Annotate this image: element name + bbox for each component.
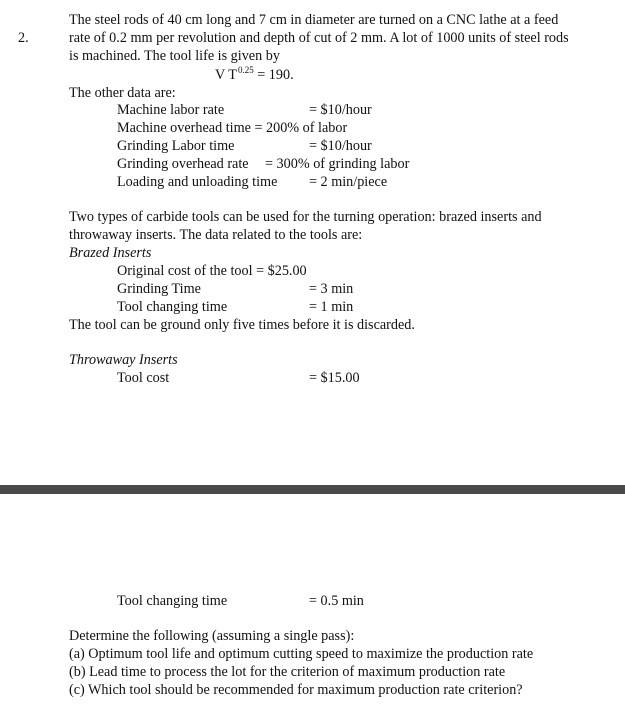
page-bottom-section [0, 494, 625, 710]
other-data-value-3: = $10/hour [309, 138, 372, 154]
brazed-label-3: Tool changing time [117, 299, 228, 315]
throwaway-label-2: Tool changing time [117, 593, 228, 609]
brazed-note: The tool can be ground only five times before it is discarded. [69, 317, 415, 333]
question-a: (a) Optimum tool life and optimum cutting speed to maximize the production rate [69, 646, 534, 662]
formula-rhs: = 190. [253, 67, 294, 83]
other-data-value-4: = 300% of grinding labor [265, 156, 410, 172]
question-c: (c) Which tool should be recommended for maximum production rate criterion? [69, 682, 523, 698]
page-break-divider [0, 485, 625, 494]
intro-line-1: The steel rods of 40 cm long and 7 cm in diameter are turned on a CNC lathe at a feed [69, 12, 559, 28]
brazed-value-3: = 1 min [309, 299, 354, 315]
brazed-heading: Brazed Inserts [69, 245, 152, 261]
intro-line-3: is machined. The tool life is given by [69, 48, 280, 64]
other-data-label-1: Machine labor rate [117, 102, 225, 118]
other-data-label-5: Loading and unloading time [117, 174, 278, 190]
other-data-label-4: Grinding overhead rate [117, 156, 249, 172]
other-data-value-1: = $10/hour [309, 102, 372, 118]
other-data-value-5: = 2 min/piece [309, 174, 388, 190]
throwaway-value-2: = 0.5 min [309, 593, 364, 609]
other-data-label-2: Machine overhead time = 200% of labor [117, 120, 348, 136]
throwaway-label-1: Tool cost [117, 370, 170, 386]
brazed-label-2: Grinding Time [117, 281, 201, 297]
throwaway-heading: Throwaway Inserts [69, 352, 178, 368]
formula-exponent: 0.25 [237, 65, 254, 75]
tools-intro-line-1: Two types of carbide tools can be used for the turning operation: brazed inserts and [69, 209, 542, 225]
brazed-value-2: = 3 min [309, 281, 354, 297]
throwaway-value-1: = $15.00 [309, 370, 360, 386]
other-data-heading: The other data are: [69, 85, 176, 101]
question-b: (b) Lead time to process the lot for the criterion of maximum production rate [69, 664, 506, 680]
intro-line-2: rate of 0.2 mm per revolution and depth of cut of 2 mm. A lot of 1000 units of steel rods [69, 30, 569, 46]
formula-base: V T [215, 67, 237, 83]
tool-life-formula [215, 66, 294, 85]
tools-intro-line-2: throwaway inserts. The data related to the tools are: [69, 227, 363, 243]
other-data-label-3: Grinding Labor time [117, 138, 235, 154]
problem-number: 2. [18, 30, 29, 46]
determine-heading: Determine the following (assuming a single pass): [69, 628, 355, 644]
brazed-label-1: Original cost of the tool = $25.00 [117, 263, 307, 279]
